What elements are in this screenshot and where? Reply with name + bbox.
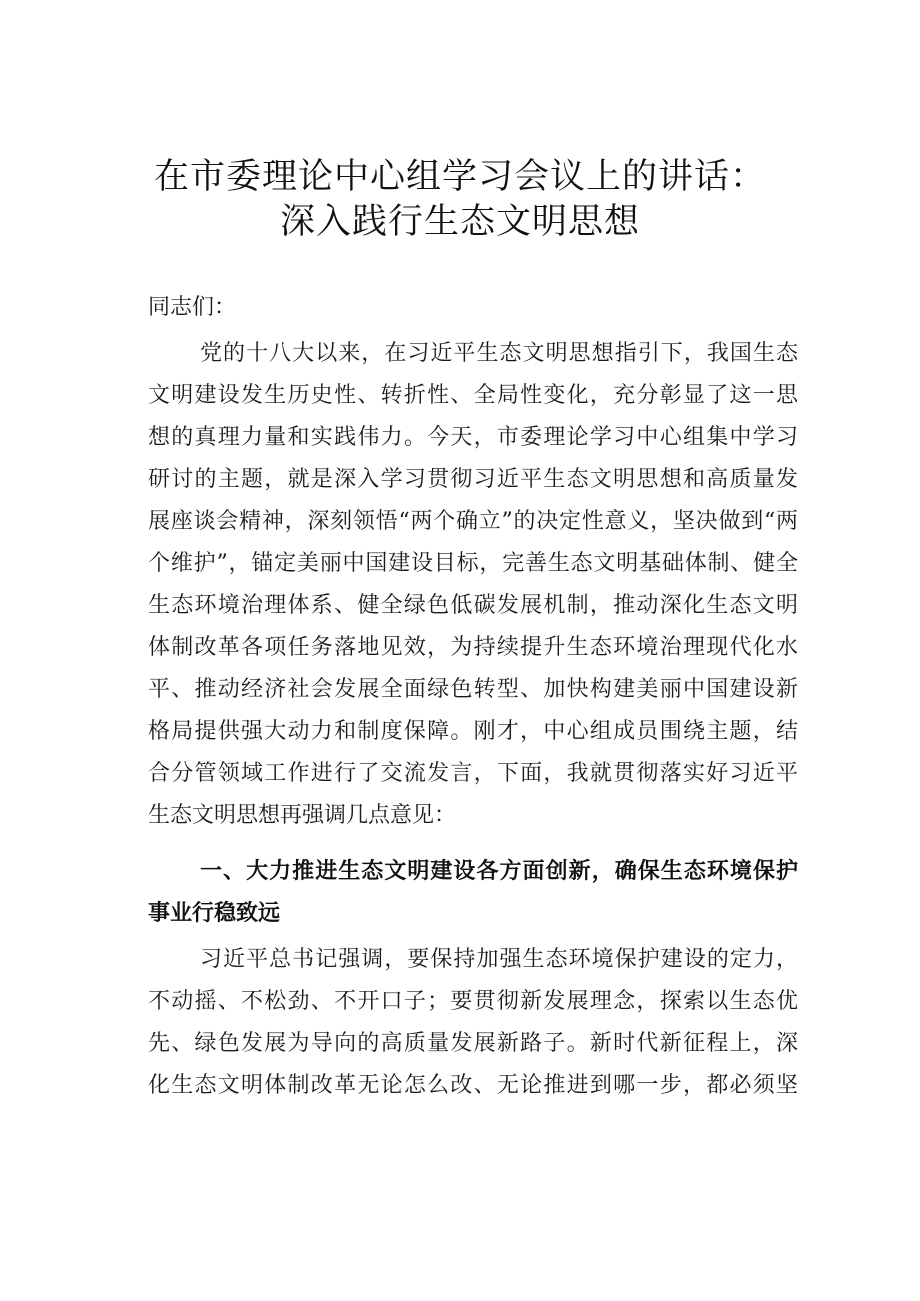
paragraph-1-line: 党的十八大以来，在习近平生态文明思想指引下，我国生态 xyxy=(200,341,798,366)
paragraph-1-line: 合分管领域工作进行了交流发言，下面，我就贯彻落实好习近平 xyxy=(148,761,798,786)
salutation: 同志们： xyxy=(148,295,237,320)
paragraph-2-line: 化生态文明体制改革无论怎么改、无论推进到哪一步，都必须坚 xyxy=(148,1073,798,1098)
paragraph-1-line: 生态环境治理体系、健全绿色低碳发展机制，推动深化生态文明 xyxy=(148,593,798,618)
document-title-line-1: 在市委理论中心组学习会议上的讲话： xyxy=(153,157,766,197)
paragraph-1-line: 体制改革各项任务落地见效，为持续提升生态环境治理现代化水 xyxy=(148,635,798,660)
paragraph-1-line: 展座谈会精神，深刻领悟“两个确立”的决定性意义，坚决做到“两 xyxy=(148,509,798,534)
section-heading-1-line: 事业行稳致远 xyxy=(148,901,281,926)
document-title-line-2: 深入践行生态文明思想 xyxy=(279,202,640,242)
paragraph-1-line: 文明建设发生历史性、转折性、全局性变化，充分彰显了这一思 xyxy=(148,383,798,408)
paragraph-2-line: 习近平总书记强调，要保持加强生态环境保护建设的定力， xyxy=(200,947,798,972)
paragraph-1-line: 平、推动经济社会发展全面绿色转型、加快构建美丽中国建设新 xyxy=(148,677,798,702)
paragraph-1-line: 生态文明思想再强调几点意见： xyxy=(148,803,457,828)
paragraph-1-line: 个维护”，锚定美丽中国建设目标，完善生态文明基础体制、健全 xyxy=(148,551,798,576)
paragraph-2-line: 先、绿色发展为导向的高质量发展新路子。新时代新征程上，深 xyxy=(148,1031,798,1056)
paragraph-1-line: 格局提供强大动力和制度保障。刚才，中心组成员围绕主题，结 xyxy=(148,719,798,744)
section-heading-1-line: 一、大力推进生态文明建设各方面创新，确保生态环境保护 xyxy=(200,859,798,884)
paragraph-2-line: 不动摇、不松劲、不开口子；要贯彻新发展理念，探索以生态优 xyxy=(148,989,798,1014)
paragraph-1-line: 想的真理力量和实践伟力。今天，市委理论学习中心组集中学习 xyxy=(148,425,798,450)
paragraph-1-line: 研讨的主题，就是深入学习贯彻习近平生态文明思想和高质量发 xyxy=(148,467,798,492)
